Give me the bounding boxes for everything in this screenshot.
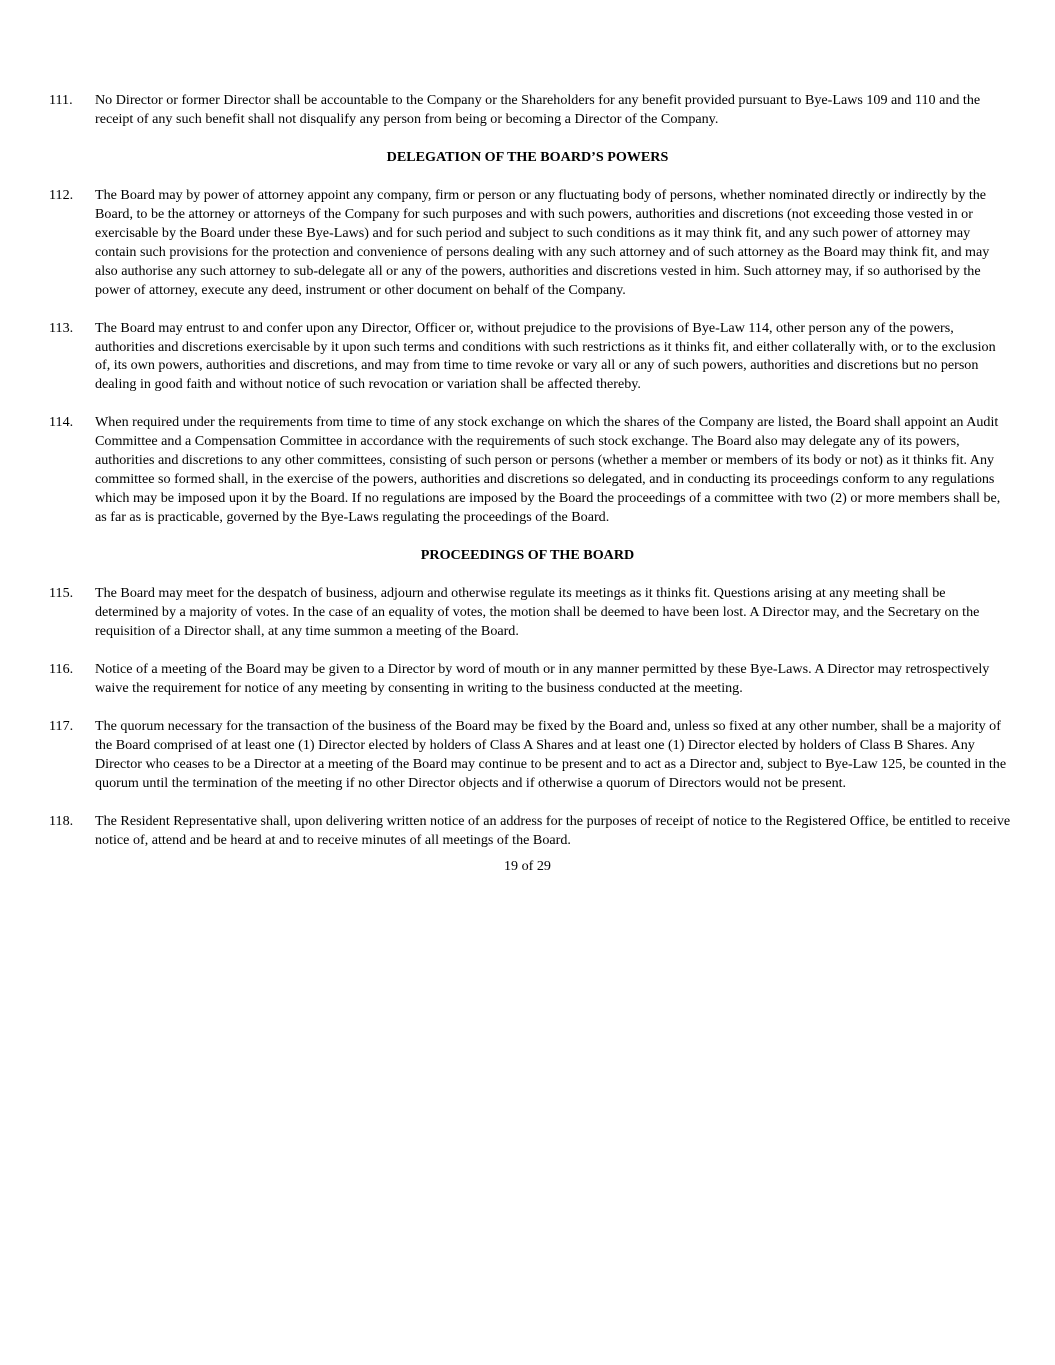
- clause-number: 113.: [49, 319, 74, 336]
- clause-111: [0, 91, 1055, 129]
- clause-text: No Director or former Director shall be accountable to the Company or the Shareholders for any benefit provided pursuant to Bye-Laws 109 and 110 and the receipt of any such benefit shall not disqualify any person from being or becoming a Director of the Company.: [95, 92, 981, 127]
- section-heading-delegation: DELEGATION OF THE BOARD’S POWERS: [386, 148, 669, 165]
- section-heading-proceedings: PROCEEDINGS OF THE BOARD: [420, 547, 635, 564]
- clause-text: When required under the requirements from time to time of any stock exchange on which the shares of the Company are listed, the Board shall appoint an Audit Committee and a Compensation Committee in accordance with the requirements of such stock exchange. The Board also may delegate any of its powers, authorities and discretions to any other committees, consisting of such person or persons (whether a member or members of its body or not) as it thinks fit. Any committee so formed shall, in the exercise of the powers, authorities and discretions so delegated, and in conducting its proceedings conform to any regulations which may be imposed upon it by the Board. If no regulations are imposed by the Board the proceedings of a committee with two (2) or more members shall be, as far as is practicable, governed by the Bye-Laws regulating the proceedings of the Board.: [95, 414, 1001, 526]
- clause-116: [0, 660, 1055, 698]
- page-number: 19 of 29: [504, 857, 551, 874]
- clause-118: [0, 812, 1055, 850]
- clause-text: The Resident Representative shall, upon delivering written notice of an address for the purposes of receipt of notice to the Registered Office, be entitled to receive notice of, attend and be heard at and to receive minutes of all meetings of the Board.: [95, 812, 1011, 848]
- clause-text: The Board may meet for the despatch of business, adjourn and otherwise regulate its meetings as it thinks fit. Questions arising at any meeting shall be determined by a majority of votes. In the case of an equality of votes, the motion shall be deemed to have been lost. A Director may, and the Secretary on the requisition of a Director shall, at any time summon a meeting of the Board.: [95, 585, 980, 639]
- document-page: [0, 91, 1055, 876]
- clause-text: Notice of a meeting of the Board may be given to a Director by word of mouth or in any manner permitted by these Bye-Laws. A Director may retrospectively waive the requirement for notice of any meeting by consenting in writing to the business conducted at the meeting.: [95, 660, 990, 696]
- clause-number: 112.: [49, 186, 74, 203]
- clause-number: 117.: [49, 717, 74, 734]
- clause-number: 111.: [49, 92, 73, 108]
- clause-number: 114.: [49, 414, 74, 431]
- clause-text: The Board may by power of attorney appoint any company, firm or person or any fluctuating body of persons, whether nominated directly or indirectly by the Board, to be the attorney or attorneys of the Company for such purposes and with such powers, authorities and discretions (not exceeding those vested in or exercisable by the Board under these Bye-Laws) and for such period and subject to such conditions as it may think fit, and any such power of attorney may contain such provisions for the protection and convenience of persons dealing with any such attorney and of such attorney as the Board may think fit, and may also authorise any such attorney to sub-delegate all or any of the powers, authorities and discretions vested in him. Such attorney may, if so authorised by the power of attorney, execute any deed, instrument or other document on behalf of the Company.: [95, 186, 990, 298]
- clause-text: The Board may entrust to and confer upon any Director, Officer or, without prejudice to the provisions of Bye-Law 114, other person any of the powers, authorities and discretions exercisable by it upon such terms and conditions with such restrictions as it thinks fit, and either collaterally with, or to the exclusion of, its own powers, authorities and discretions, and may from time to time revoke or vary all or any of such powers, authorities and discretions but no person dealing in good faith and without notice of such revocation or variation shall be affected thereby.: [95, 319, 996, 393]
- clause-text: The quorum necessary for the transaction of the business of the Board may be fixed by the Board and, unless so fixed at any other number, shall be a majority of the Board comprised of at least one (1) Director elected by holders of Class A Shares and at least one (1) Director elected by holders of Class B Shares. Any Director who ceases to be a Director at a meeting of the Board may continue to be present and to act as a Director and, subject to Bye-Law 125, be counted in the quorum until the termination of the meeting if no other Director objects and if otherwise a quorum of Directors would not be present.: [95, 717, 1007, 791]
- clause-number: 115.: [49, 585, 74, 602]
- clause-number: 116.: [49, 660, 74, 677]
- clause-112: [0, 186, 1055, 300]
- clause-number: 118.: [49, 812, 74, 829]
- clause-117: [0, 717, 1055, 793]
- clause-113: [0, 319, 1055, 395]
- clause-115: [0, 584, 1055, 641]
- clause-114: [0, 413, 1055, 527]
